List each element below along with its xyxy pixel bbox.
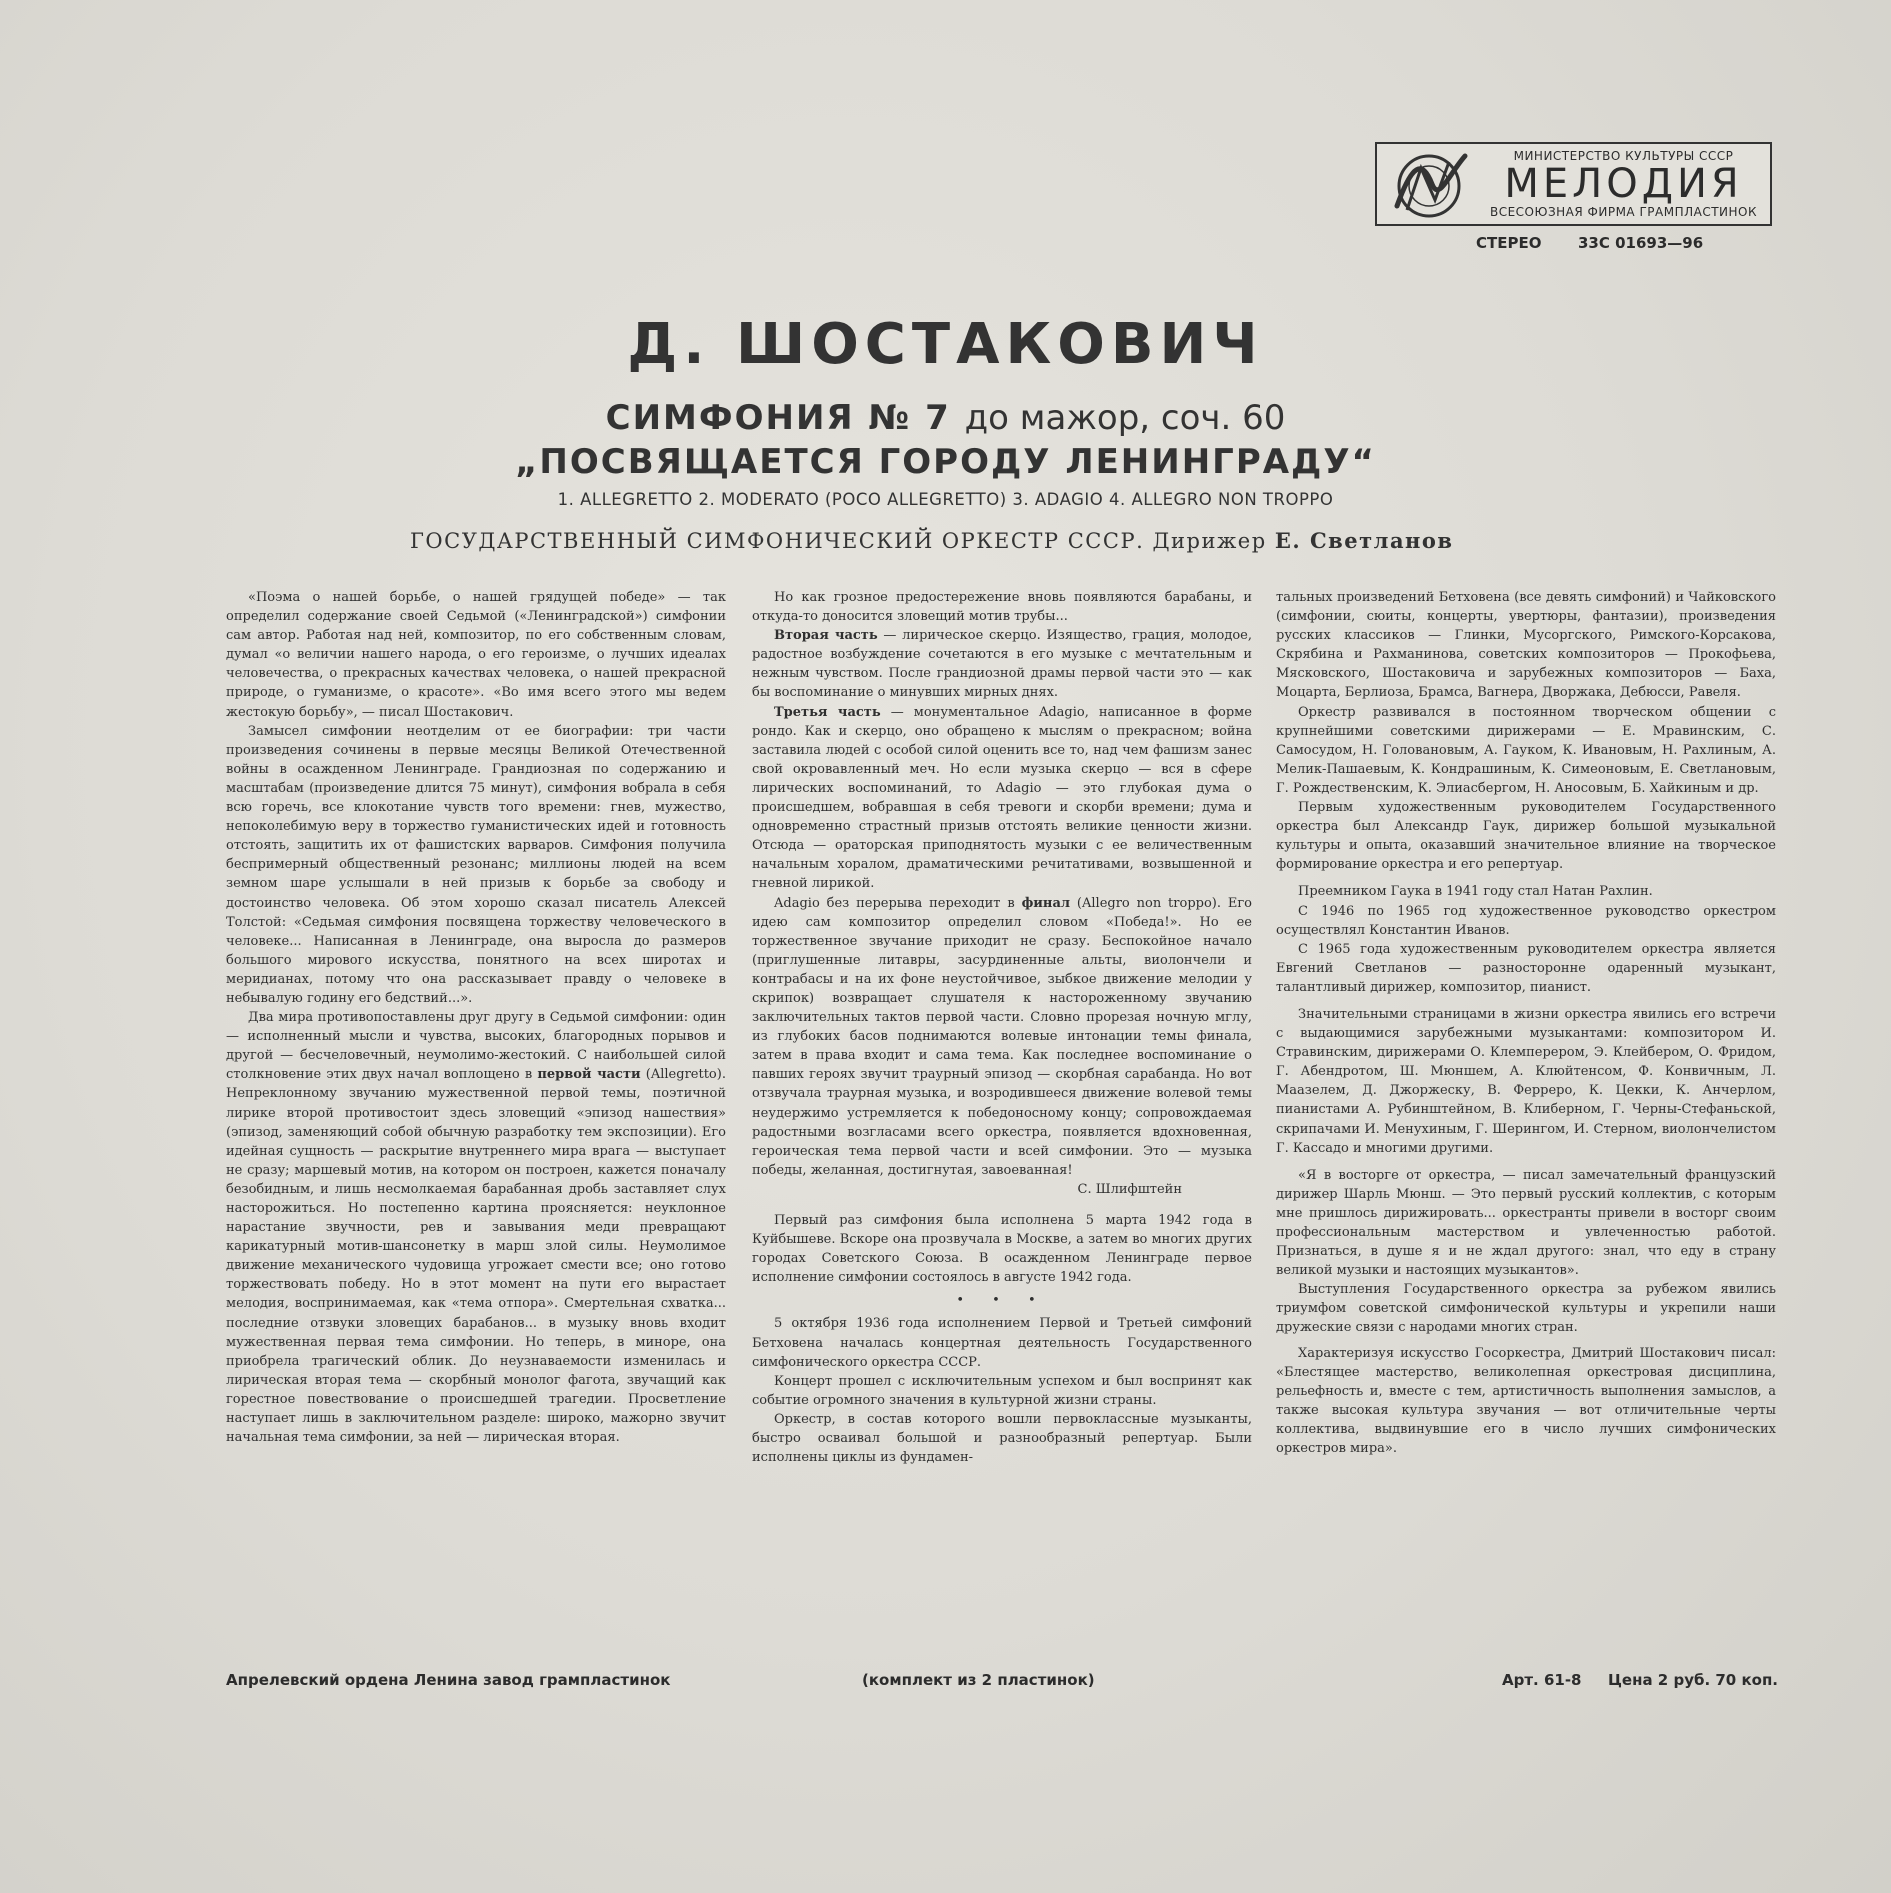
price-label: Цена 2 руб. 70 коп. bbox=[1608, 1671, 1779, 1689]
paragraph: Первый раз симфония была исполнена 5 марта 1942 года в Куйбышеве. Вскоре она прозвучала в Москве, а затем во многих других городах Советского Союза. В осажденном Ленинграде первое исполнение симфонии состоялось в августе 1942 года. bbox=[752, 1213, 1252, 1286]
paragraph: Значительными страницами в жизни оркестра явились его встречи с выдающимися зарубежными музыкантами: композитором И. Стравинским, дирижерами О. Клемперером, Э. Клейбером, О. Фридом, Г. Абендротом, Ш. Мюншем, А. Клюйтенсом, Ф. Конвичным, Л. Маазелем, Д. Джоржеску, В. Ферреро, К. Цекки, К. Анчерлом, пианистами А. Рубинштейном, В. Клиберном, Г. Черны-Стефаньской, скрипачами И. Менухиным, Г. Шерингом, И. Стерном, виолончелистом Г. Кассадо и многими другими. bbox=[1276, 1006, 1776, 1156]
set-label: (комплект из 2 пластинок) bbox=[862, 1671, 1095, 1689]
text-run: (Allegro non troppo). Его идею сам композитор определил словом «Победа!». Но ее торжественное звучание приходит не сразу. Беспокойное начало (приглушенные литавры, засурдиненные альты, виолончели и контрабасы и на их фоне неустойчивое, зыбкое движение мелодии у скрипок) возвращает слушателя к настороженному звучанию заключительных тактов первой части. Словно прорезая ночную мглу, из глубоких басов поднимаются волевые интонации темы финала, затем в права входит и сама тема. Как последнее воспоминание о павших героях звучит траурный эпизод — скорбная сарабанда. Но вот отзвучала траурная музыка, и возродившееся движение волевой темы неудержимо устремляется к победоносному концу; сопровождаемая радостными возгласами всего оркестра, появляется вдохновенная, героическая тема первой части и всей симфонии. Это — музыка победы, желанная, достигнутая, завоеванная! bbox=[752, 895, 1252, 1178]
paragraph: Оркестр развивался в постоянном творческом общении с крупнейшими советскими дирижерами — Е. Мравинским, С. Самосудом, Н. Головановым, А. Гауком, К. Ивановым, Н. Рахлиным, А. Мелик-Пашаевым, К. Кондрашиным, К. Симеоновым, Е. Светлановым, Г. Рождественским, К. Элиасбергом, Н. Аносовым, Б. Хайкиным и др. bbox=[1276, 704, 1776, 796]
conductor-label: Дирижер bbox=[1152, 529, 1267, 553]
text-run: Два мира противопоставлены друг другу в Седьмой симфонии: один — исполненный мысли и чувства, высоких, благородных порывов и другой — бесчеловечный, неумолимо-жестокий. С наибольшей силой столкновение этих двух начал воплощено в bbox=[226, 1010, 726, 1083]
paragraph: Оркестр, в состав которого вошли первоклассные музыканты, быстро осваивал большой и разнообразный репертуар. Были исполнены циклы из фундамен- bbox=[752, 1411, 1252, 1466]
symphony-title: СИМФОНИЯ № 7 bbox=[605, 398, 951, 438]
signature: С. Шлифштейн bbox=[1077, 1181, 1182, 1197]
paragraph: Характеризуя искусство Госоркестра, Дмитрий Шостакович писал: «Блестящее мастерство, великолепная оркестровая дисциплина, рельефность и, вместе с тем, артистичность выполнения замыслов, а также высокая культура звучания — вот отличительные черты коллектива, выдвинувшие его в число лучших симфонических оркестров мира». bbox=[1276, 1345, 1776, 1457]
paragraph bbox=[752, 894, 1252, 1180]
paragraph bbox=[752, 626, 1252, 702]
paragraph: С 1946 по 1965 год художественное руководство оркестром осуществлял Константин Иванов. bbox=[1276, 903, 1776, 938]
paragraph: Преемником Гаука в 1941 году стал Натан Рахлин. bbox=[1298, 884, 1653, 900]
paragraph: Замысел симфонии неотделим от ее биографии: три части произведения сочинены в первые месяцы Великой Отечественной войны в осажденном Ленинграде. Грандиозная по содержанию и масштабам (произведение длится 75 минут), симфония вобрала в себя всю горечь, все клокотание чувств того времени: гнев, мужество, непоколебимую веру в торжество гуманистических идей и готовность отстоять, защитить их от фашистских варваров. Симфония получила беспримерный общественный резонанс; миллионы людей на всем земном шаре услышали в ней призыв к борьбе за свободу и достоинство человека. Об этом хорошо сказал писатель Алексей Толстой: «Седьмая симфония посвящена торжеству человеческого в человеке... Написанная в Ленинграде, она выросла до размеров большого мирового искусства, понятного на всех широтах и меридианах, потому что она рассказывает правду о человеке в небывалую годину его бедствий...». bbox=[226, 723, 726, 1006]
movements-list: 1. ALLEGRETTO 2. MODERATO (POCO ALLEGRETTO) 3. ADAGIO 4. ALLEGRO NON TROPPO bbox=[557, 490, 1334, 509]
text-run: — монументальное Adagio, написанное в форме рондо. Как и скерцо, оно обращено к мыслям о прекрасном; война заставила людей с особой силой оценить все то, над чем фашизм занес свой окровавленный меч. Но если музыка скерцо — вся в сфере лирических воспоминаний, то Adagio — это глубокая дума о происшедшем, вобравшая в себя тревоги и скорби времени; дума и одновременно страстный призыв отстоять великие ценности жизни. Отсюда — ораторская приподнятость музыки с ее величественным начальным хоралом, драматическими речитативами, возвышенной и гневной лирикой. bbox=[752, 704, 1252, 892]
text-run: (Allegretto). Непреклонному звучанию мужественной первой темы, поэтичной лирике второй противостоит здесь зловещий «эпизод нашествия» (эпизод, заменяющий собой обычную разработку тем экспозиции). Его идейная сущность — раскрытие внутреннего мира врага — выступает не сразу; маршевый мотив, на котором он построен, кажется поначалу безобидным, и лишь несмолкаемая барабанная дробь заставляет слух насторожиться. Но постепенно картина проясняется: неуклонное нарастание звучности, рев и завывания меди превращают карикатурный мотив-шансонетку в марш злой силы. Неумолимое движение механического чудовища угрожает смести все; оно готово торжествовать победу. Но в этот момент на пути его вырастает мелодия, воспринимаемая, как «тема отпора». Смертельная схватка... последние отзвуки зловещих барабанов... в музыку вновь входит мужественная первая тема симфонии. Но теперь, в миноре, она приобрела трагический облик. До неузнаваемости изменилась и лирическая вторая тема — скорбный монолог фагота, звучащий как горестное повествование о происшедшей трагедии. Просветление наступает лишь в заключительном разделе: широко, мажорно звучит начальная тема симфонии, за ней — лирическая вторая. bbox=[226, 1067, 726, 1446]
ministry-label: МИНИСТЕРСТВО КУЛЬТУРЫ СССР bbox=[1513, 149, 1734, 163]
paragraph: С 1965 года художественным руководителем оркестра является Евгений Светланов — разносторонне одаренный музыкант, талантливый дирижер, композитор, пианист. bbox=[1276, 941, 1776, 995]
paragraph: тальных произведений Бетховена (все девять симфоний) и Чайковского (симфонии, сюиты, концерты, увертюры, фантазии), произведения русских классиков — Глинки, Мусоргского, Римского-Корсакова, Скрябина и Рахманинова, советских композиторов — Прокофьева, Мясковского, Шостаковича и зарубежных композиторов — Баха, Моцарта, Берлиоза, Брамса, Вагнера, Дворжака, Дебюсси, Равеля. bbox=[1276, 590, 1776, 701]
orchestra-line bbox=[410, 528, 1454, 553]
text-column-2 bbox=[752, 588, 1252, 1467]
text-run: Adagio без перерыва переходит в bbox=[774, 895, 1015, 911]
firm-label: ВСЕСОЮЗНАЯ ФИРМА ГРАМПЛАСТИНОК bbox=[1489, 205, 1758, 219]
dedication: „ПОСВЯЩАЕТСЯ ГОРОДУ ЛЕНИНГРАДУ“ bbox=[515, 442, 1376, 482]
paragraph: «Я в восторге от оркестра, — писал замечательный французский дирижер Шарль Мюнш. — Это первый русский коллектив, с которым мне пришлось дирижировать... оркестранты привели в восторг своим профессиональным мастерством и увлеченностью работой. Признаться, в душе я и не ждал другого: знал, что еду в страну великой музыки и настоящих музыкантов». bbox=[1276, 1167, 1776, 1279]
paragraph: 5 октября 1936 года исполнением Первой и Третьей симфоний Бетховена началась концертная деятельность Государственного симфонического оркестра СССР. bbox=[752, 1316, 1252, 1370]
symphony-key: до мажор, соч. 60 bbox=[964, 398, 1286, 438]
section-divider: • • • bbox=[956, 1293, 1048, 1309]
brand-name: МЕЛОДИЯ bbox=[1504, 161, 1743, 207]
paragraph: Первым художественным руководителем Государственного оркестра был Александр Гаук, дирижер большой музыкальной культуры и опыта, оказавший значительное влияние на творческое формирование оркестра и его репертуар. bbox=[1276, 800, 1776, 873]
paragraph: «Поэма о нашей борьбе, о нашей грядущей победе» — так определил содержание своей Седьмой («Ленинградской») симфонии сам автор. Работая над ней, композитор, по его собственным словам, думал «о величии нашего народа, о его героизме, о лучших идеалах человечества, о прекрасных качествах человека, о нашей прекрасной природе, о гуманизме, о красоте». «Во имя всего этого мы ведем жестокую борьбу», — писал Шостакович. bbox=[226, 590, 726, 720]
bold-term: финал bbox=[1021, 895, 1071, 911]
paragraph bbox=[752, 703, 1252, 894]
melodiya-logo bbox=[1375, 142, 1772, 226]
text-column-1 bbox=[226, 588, 726, 1447]
article-number: Арт. 61-8 bbox=[1502, 1671, 1582, 1689]
melodiya-logo-text bbox=[1477, 144, 1770, 224]
melodiya-emblem-icon bbox=[1377, 144, 1477, 224]
bold-term: Третья часть bbox=[774, 704, 881, 720]
text-run: — лирическое скерцо. Изящество, грация, молодое, радостное возбуждение сочетаются в его музыке с мечтательным и нежным чувством. После грандиозной драмы первой части это — как бы воспоминание о минувших мирных днях. bbox=[752, 628, 1252, 701]
text-column-3 bbox=[1276, 588, 1776, 1458]
conductor-name: Е. Светланов bbox=[1274, 528, 1454, 553]
catalog-number: 33С 01693—96 bbox=[1578, 234, 1704, 252]
paragraph bbox=[226, 1008, 726, 1447]
paragraph: Концерт прошел с исключительным успехом и был воспринят как событие огромного значения в культурной жизни страны. bbox=[752, 1373, 1252, 1408]
stereo-label: СТЕРЕО bbox=[1476, 234, 1542, 252]
bold-term: Вторая часть bbox=[774, 628, 878, 644]
bold-term: первой части bbox=[537, 1067, 641, 1083]
symphony-line bbox=[0, 398, 1891, 438]
composer-title: Д. ШОСТАКОВИЧ bbox=[627, 312, 1264, 377]
orchestra-name: ГОСУДАРСТВЕННЫЙ СИМФОНИЧЕСКИЙ ОРКЕСТР СССР. bbox=[410, 529, 1145, 553]
factory-label: Апрелевский ордена Ленина завод грампластинок bbox=[226, 1671, 671, 1689]
paragraph: Выступления Государственного оркестра за рубежом явились триумфом советской симфонической культуры и укрепили наши дружеские связи с народами многих стран. bbox=[1276, 1282, 1776, 1336]
paragraph: Но как грозное предостережение вновь появляются барабаны, и откуда-то доносится зловещий мотив трубы... bbox=[752, 590, 1252, 625]
